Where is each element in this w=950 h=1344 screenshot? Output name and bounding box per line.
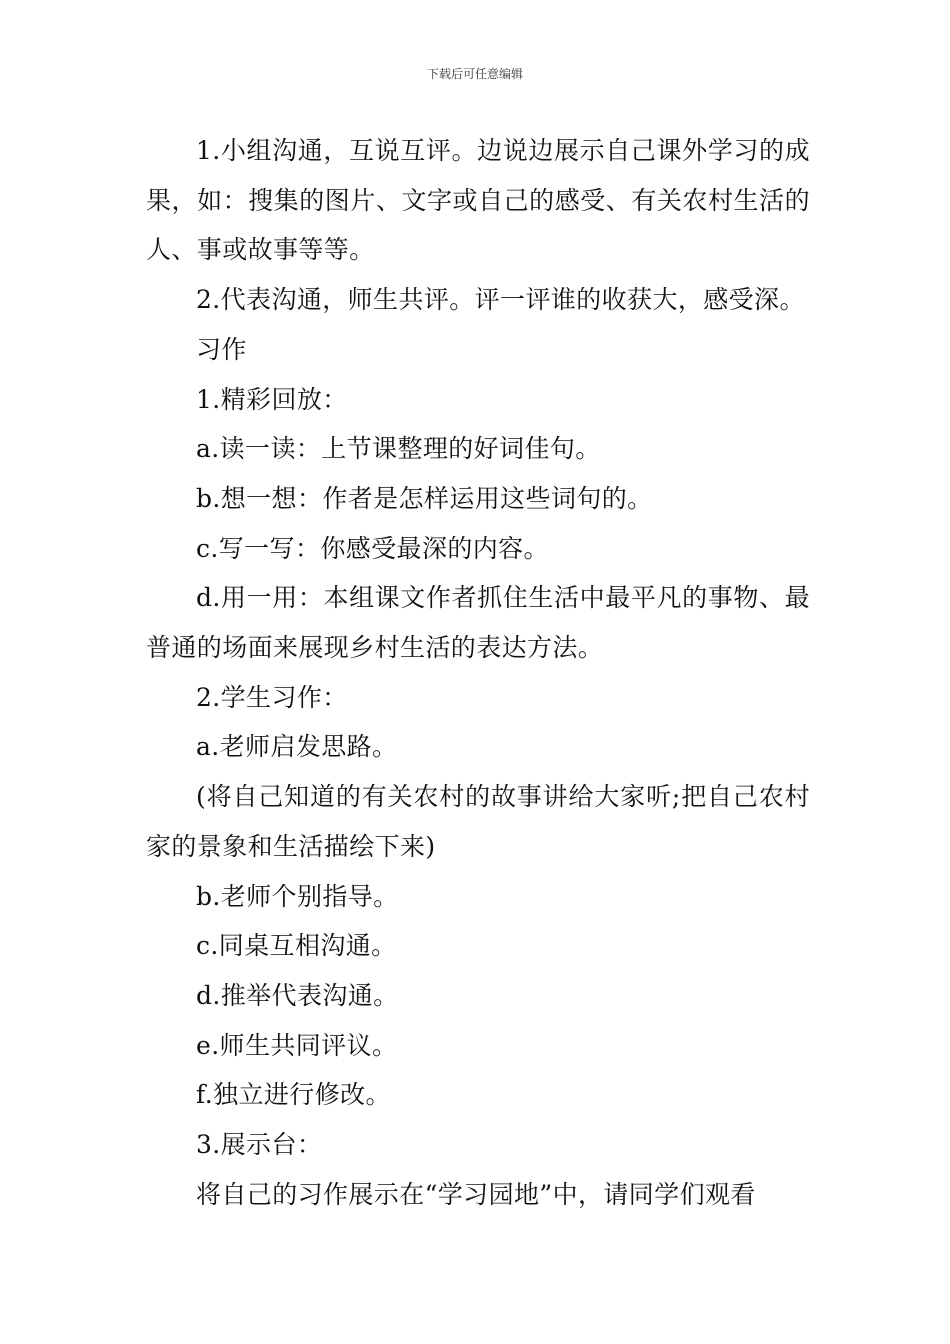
paragraph-group-communication: 1.小组沟通，互说互评。边说边展示自己课外学习的成果，如：搜集的图片、文字或自己的感受、有关农村生活的人、事或故事等等。 [146, 136, 810, 265]
paragraph-representative-communication: 2.代表沟通，师生共评。评一评谁的收获大，感受深。 [196, 285, 805, 315]
document-body [146, 126, 810, 1219]
list-item-write: c.写一写：你感受最深的内容。 [196, 533, 549, 563]
paragraph-showcase-detail: 将自己的习作展示在“学习园地”中，请同学们观看 [196, 1179, 756, 1209]
paragraph-showcase: 3.展示台： [196, 1130, 323, 1160]
list-item-think: b.想一想：作者是怎样运用这些词句的。 [196, 483, 653, 513]
list-item-teacher-inspire: a.老师启发思路。 [196, 732, 398, 762]
section-heading-writing: 习作 [196, 334, 247, 364]
paragraph-student-writing: 2.学生习作： [196, 682, 348, 712]
paragraph-highlight-replay: 1.精彩回放： [196, 384, 348, 414]
list-item-read: a.读一读：上节课整理的好词佳句。 [196, 434, 601, 464]
list-item-revise: f.独立进行修改。 [196, 1080, 391, 1110]
list-item-representative: d.推举代表沟通。 [196, 980, 399, 1010]
list-item-teacher-guidance: b.老师个别指导。 [196, 881, 399, 911]
list-item-apply: d.用一用：本组课文作者抓住生活中最平凡的事物、最普通的场面来展现乡村生活的表达方法。 [146, 583, 810, 663]
list-item-joint-review: e.师生共同评议。 [196, 1030, 398, 1060]
list-item-deskmate-communication: c.同桌互相沟通。 [196, 931, 397, 961]
page-header-note: 下载后可任意编辑 [426, 67, 523, 81]
paragraph-parenthetical-note: (将自己知道的有关农村的故事讲给大家听;把自己农村家的景象和生活描绘下来) [146, 782, 810, 861]
